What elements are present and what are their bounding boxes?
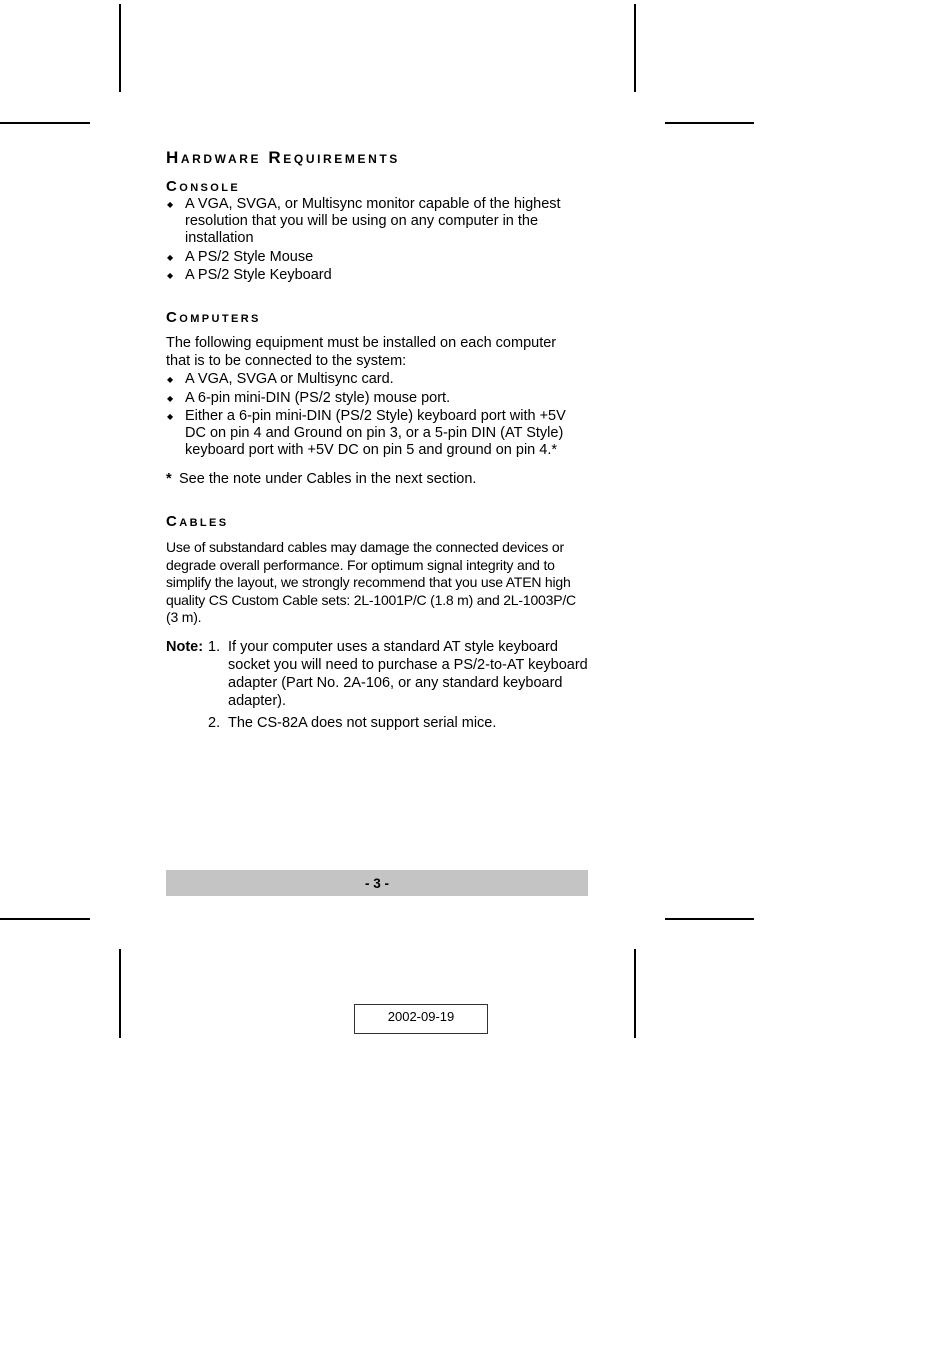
crop-mark-bottom-left-horizontal <box>0 918 90 920</box>
diamond-bullet-icon: ◆ <box>167 271 174 281</box>
crop-mark-bottom-left-vertical <box>119 949 121 1038</box>
cables-note <box>166 638 591 736</box>
list-item: ◆ A PS/2 Style Mouse <box>167 248 314 265</box>
list-item: ◆ A PS/2 Style Keyboard <box>167 267 332 284</box>
computers-intro: The following equipment must be installed on each computer that is to be connected to the system: <box>166 335 557 369</box>
crop-mark-top-left-horizontal <box>0 122 90 124</box>
crop-mark-bottom-right-vertical <box>634 949 636 1038</box>
diamond-bullet-icon: ◆ <box>167 393 174 403</box>
crop-mark-top-left-vertical <box>119 4 121 92</box>
console-list <box>166 196 586 286</box>
page-title: Hardware Requirements <box>166 148 400 167</box>
date-text: 2002-09-19 <box>387 1009 455 1024</box>
note-text: The CS-82A does not support serial mice. <box>228 715 497 731</box>
date-stamp <box>354 1004 488 1034</box>
list-item: ◆ A VGA, SVGA or Multisync card. <box>167 371 394 387</box>
list-item: ◆ Either a 6-pin mini-DIN (PS/2 Style) keyboard port with +5V DC on pin 4 and Ground on pin 3, or a 5-pin DIN (AT Style) keyboard port with +5V DC on pin 5 and ground on pin 4.* <box>167 408 566 459</box>
list-item: ◆ A VGA, SVGA, or Multisync monitor capable of the highest resolution that you will be using on any computer in the installation <box>167 196 561 246</box>
note-item <box>166 638 591 710</box>
crop-mark-bottom-right-horizontal <box>665 918 754 920</box>
note-text: If your computer uses a standard AT style keyboard socket you will need to purchase a PS/2-to-AT keyboard adapter (Part No. 2A-106, or any standard keyboard adapter). <box>228 639 588 709</box>
cables-paragraph: Use of substandard cables may damage the connected devices or degrade overall performance. For optimum signal integrity and to simplify the layout, we strongly recommend that you use ATEN high quality CS Custom Cable sets: 2L-1001P/C (1.8 m) and 2L-1003P/C (3 m). <box>166 539 576 625</box>
list-item: ◆ A 6-pin mini-DIN (PS/2 style) mouse port. <box>167 389 451 406</box>
computers-heading: Computers <box>166 309 261 326</box>
computers-list <box>166 371 586 461</box>
diamond-bullet-icon: ◆ <box>167 252 174 262</box>
footnote <box>166 471 476 488</box>
diamond-bullet-icon: ◆ <box>167 412 174 422</box>
note-number: 2. <box>208 715 221 731</box>
footnote-mark: * <box>166 471 172 487</box>
note-label: Note: <box>166 639 204 655</box>
diamond-bullet-icon: ◆ <box>167 375 174 384</box>
diamond-bullet-icon: ◆ <box>167 200 174 209</box>
page-number-bar <box>166 870 588 896</box>
cables-heading: Cables <box>166 513 229 530</box>
console-heading: Console <box>166 178 241 195</box>
note-item <box>166 714 591 732</box>
footnote-text: See the note under Cables in the next section. <box>179 471 477 487</box>
page-number: - 3 - <box>364 876 389 891</box>
crop-mark-top-right-vertical <box>634 4 636 92</box>
crop-mark-top-right-horizontal <box>665 122 754 124</box>
note-number: 1. <box>208 639 221 655</box>
